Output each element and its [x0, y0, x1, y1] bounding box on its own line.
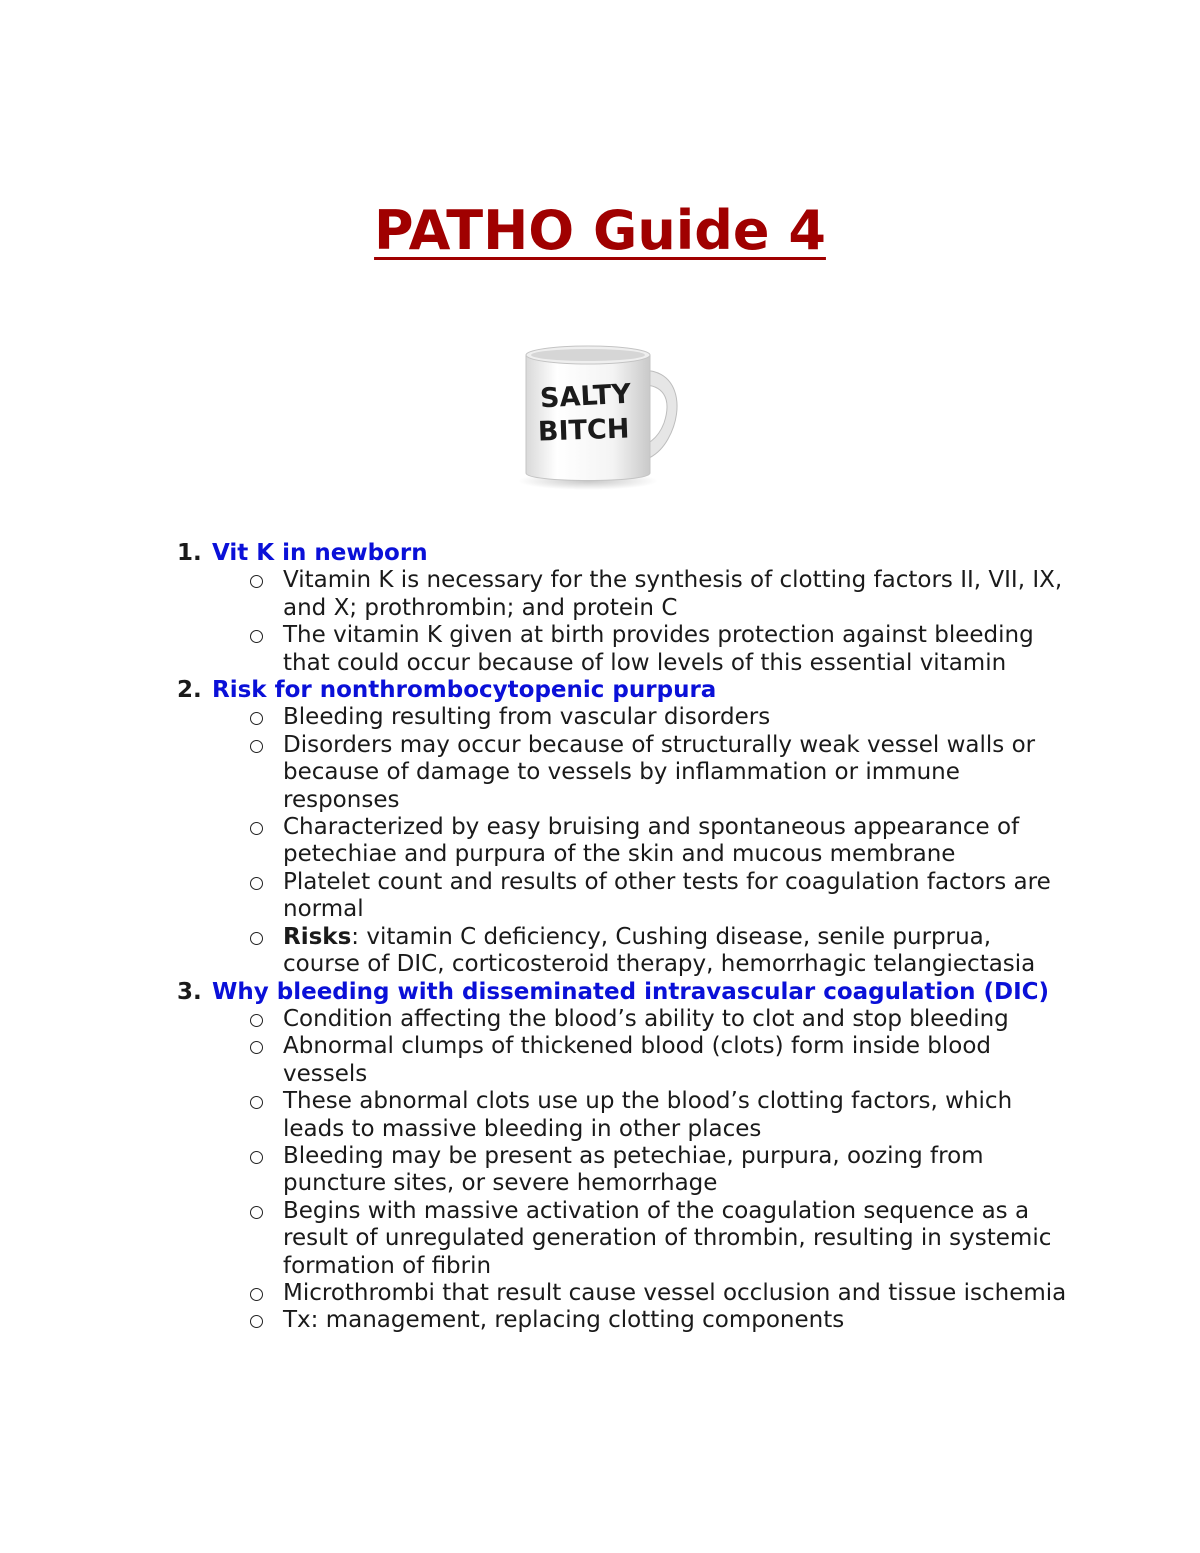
circle-bullet-icon: [250, 877, 263, 890]
bullet-item: [212, 924, 1072, 979]
bullet-item: [212, 567, 1072, 622]
circle-bullet-icon: [250, 1096, 263, 1109]
bullet-text: Platelet count and results of other tests for coagulation factors are normal: [283, 868, 1051, 923]
bullet-text: Condition affecting the blood’s ability to clot and stop bleeding: [283, 1005, 1009, 1032]
bullet-item: [212, 1033, 1072, 1088]
bullet-text: The vitamin K given at birth provides protection against bleeding that could occur because of low levels of this essential vitamin: [283, 622, 1034, 676]
circle-bullet-icon: [250, 1151, 263, 1164]
bullet-text: Vitamin K is necessary for the synthesis of clotting factors II, VII, IX, and X; prothrombin; and protein C: [283, 567, 1063, 621]
section-heading: Why bleeding with disseminated intravascular coagulation (DIC): [212, 978, 1050, 1005]
bullet-text: Bleeding may be present as petechiae, purpura, oozing from puncture sites, or severe hemorrhage: [283, 1142, 984, 1197]
bullet-list: [212, 567, 1072, 677]
circle-bullet-icon: [250, 1315, 263, 1328]
bullet-lead: Risks: [283, 923, 352, 950]
bullet-text: These abnormal clots use up the blood’s clotting factors, which leads to massive bleeding in other places: [283, 1088, 1013, 1142]
circle-bullet-icon: [250, 1288, 263, 1301]
bullet-item: [212, 622, 1072, 677]
bullet-list: [212, 1006, 1072, 1335]
circle-bullet-icon: [250, 1206, 263, 1219]
bullet-text: Bleeding resulting from vascular disorders: [283, 704, 771, 731]
bullet-item: [212, 704, 1072, 731]
bullet-text: Abnormal clumps of thickened blood (clots) form inside blood vessels: [283, 1033, 992, 1087]
bullet-list: [212, 704, 1072, 978]
section-purpura: [172, 677, 1072, 978]
bullet-item: [212, 1280, 1072, 1307]
section-number: 2.: [177, 677, 202, 704]
bullet-item: [212, 814, 1072, 869]
section-vit-k: [172, 540, 1072, 677]
bullet-item: [212, 869, 1072, 924]
mug-text-line-1: SALTY: [539, 378, 632, 415]
circle-bullet-icon: [250, 575, 263, 588]
circle-bullet-icon: [250, 740, 263, 753]
circle-bullet-icon: [250, 630, 263, 643]
study-guide-list: [172, 540, 1072, 1335]
page-title: [0, 196, 1200, 266]
bullet-item: [212, 1143, 1072, 1198]
section-number: 3.: [177, 978, 202, 1005]
section-heading: Risk for nonthrombocytopenic purpura: [212, 677, 717, 704]
circle-bullet-icon: [250, 822, 263, 835]
section-dic: [172, 979, 1072, 1335]
bullet-text: Begins with massive activation of the coagulation sequence as a result of unregulated generation of thrombin, resulting in systemic formation of fibrin: [283, 1197, 1052, 1279]
bullet-text: Disorders may occur because of structurally weak vessel walls or because of damage to vessels by inflammation or immune responses: [283, 731, 1036, 813]
bullet-text: Tx: management, replacing clotting components: [283, 1307, 845, 1334]
section-number: 1.: [177, 540, 202, 566]
bullet-item: [212, 1006, 1072, 1033]
bullet-text: : vitamin C deficiency, Cushing disease, senile purprua, course of DIC, corticosteroid therapy, hemorrhagic telangiectasia: [283, 923, 1036, 978]
circle-bullet-icon: [250, 932, 263, 945]
circle-bullet-icon: [250, 712, 263, 725]
bullet-item: [212, 732, 1072, 814]
bullet-item: [212, 1088, 1072, 1143]
bullet-item: [212, 1307, 1072, 1334]
bullet-item: [212, 1198, 1072, 1280]
page-title-text: PATHO Guide 4: [374, 199, 826, 262]
bullet-text: Characterized by easy bruising and spontaneous appearance of petechiae and purpura of the skin and mucous membrane: [283, 814, 1020, 868]
coffee-mug-image: [518, 343, 684, 491]
bullet-text: Microthrombi that result cause vessel occlusion and tissue ischemia: [283, 1279, 1067, 1306]
mug-text-line-2: BITCH: [537, 413, 630, 448]
circle-bullet-icon: [250, 1014, 263, 1027]
circle-bullet-icon: [250, 1041, 263, 1054]
section-heading: Vit K in newborn: [212, 540, 428, 566]
